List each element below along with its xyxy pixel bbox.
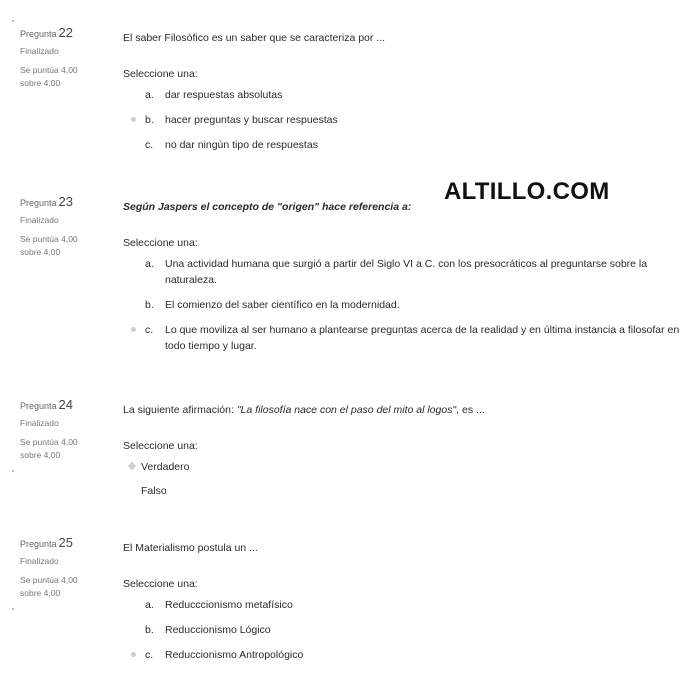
- question-prompt: Seleccione una:: [123, 578, 198, 590]
- question-info: [20, 26, 115, 90]
- answer-letter: b.: [145, 299, 154, 311]
- question-label: Pregunta: [20, 539, 57, 549]
- question-number: 25: [58, 535, 73, 550]
- question-prompt: Seleccione una:: [123, 440, 198, 452]
- question-grade: [20, 233, 115, 259]
- question-text-suffix: , es ...: [456, 404, 485, 416]
- question-state: Finalizado: [20, 418, 59, 428]
- question-content: [123, 541, 683, 663]
- answer-text: El comienzo del saber científico en la modernidad.: [165, 299, 400, 311]
- question-grade: [20, 64, 115, 90]
- grade-line: sobre 4,00: [20, 247, 61, 257]
- question-state: Finalizado: [20, 556, 59, 566]
- answer-letter: a.: [145, 258, 154, 270]
- answer-list: [123, 597, 683, 663]
- question-content: [123, 31, 683, 153]
- question-label: Pregunta: [20, 198, 57, 208]
- answer-letter: c.: [145, 324, 154, 336]
- answer-text: hacer preguntas y buscar respuestas: [165, 114, 338, 126]
- answer-text: Una actividad humana que surgió a partir del Siglo VI a C. con los presocráticos al preguntarse sobre la naturaleza.: [165, 258, 648, 286]
- answer-option[interactable]: [123, 112, 683, 128]
- grade-line: Se puntúa 4,00: [20, 234, 78, 244]
- question-text-quote: "La filosofía nace con el paso del mito al logos": [236, 404, 457, 416]
- answer-option[interactable]: [123, 647, 683, 663]
- answer-option[interactable]: [123, 622, 683, 638]
- selected-radio-icon[interactable]: [128, 462, 136, 470]
- question-text-prefix: La siguiente afirmación:: [123, 404, 237, 416]
- answer-option[interactable]: [123, 322, 683, 354]
- answer-text: Lo que moviliza al ser humano a plantearse preguntas acerca de la realidad y en última instancia a filosofar en todo tiempo y lugar.: [165, 324, 680, 352]
- question-content: [123, 403, 683, 499]
- answer-letter: c.: [145, 139, 154, 151]
- question-info: [20, 398, 115, 462]
- edge-dot: [12, 608, 14, 610]
- question-text: El saber Filosòfico es un saber que se caracteriza por ...: [123, 32, 386, 44]
- question-text: Según Jaspers el concepto de "origen" hace referencia a:: [123, 201, 412, 213]
- answer-option[interactable]: [123, 256, 683, 288]
- answer-letter: a.: [145, 89, 154, 101]
- answer-list: [123, 459, 683, 499]
- answer-text: no dar ningùn tipo de respuestas: [165, 139, 318, 151]
- answer-option[interactable]: [123, 459, 683, 475]
- answer-option[interactable]: [123, 137, 683, 153]
- answer-text: dar respuestas absolutas: [165, 89, 283, 101]
- question-prompt: Seleccione una:: [123, 68, 198, 80]
- grade-line: sobre 4,00: [20, 78, 61, 88]
- selected-radio-icon[interactable]: [131, 652, 136, 657]
- question-state: Finalizado: [20, 215, 59, 225]
- answer-option[interactable]: [123, 483, 683, 499]
- question-grade: [20, 574, 115, 600]
- grade-line: sobre 4,00: [20, 450, 61, 460]
- answer-list: [123, 256, 683, 354]
- question-grade: [20, 436, 115, 462]
- question-state: Finalizado: [20, 46, 59, 56]
- answer-list: [123, 87, 683, 153]
- answer-option[interactable]: [123, 597, 683, 613]
- answer-text: Reduccionismo Lógico: [165, 624, 271, 636]
- question-content: [123, 200, 683, 354]
- selected-radio-icon[interactable]: [131, 117, 136, 122]
- edge-dot: [12, 470, 14, 472]
- grade-line: Se puntúa 4,00: [20, 575, 78, 585]
- grade-line: sobre 4,00: [20, 588, 61, 598]
- answer-option[interactable]: [123, 297, 683, 313]
- question-number: 22: [58, 25, 73, 40]
- answer-text: Falso: [141, 485, 167, 497]
- answer-letter: c.: [145, 649, 154, 661]
- question-number: 24: [58, 397, 73, 412]
- answer-option[interactable]: [123, 87, 683, 103]
- grade-line: Se puntúa 4,00: [20, 437, 78, 447]
- question-label: Pregunta: [20, 29, 57, 39]
- answer-letter: b.: [145, 114, 154, 126]
- edge-dot: [12, 20, 14, 22]
- watermark-logo: ALTILLO.COM: [444, 178, 610, 205]
- question-prompt: Seleccione una:: [123, 237, 198, 249]
- question-info: [20, 195, 115, 259]
- question-text: [123, 403, 683, 417]
- answer-letter: b.: [145, 624, 154, 636]
- answer-text: Reducccionismo metafísico: [165, 599, 293, 611]
- answer-text: Verdadero: [141, 461, 190, 473]
- answer-text: Reduccionismo Antropológico: [165, 649, 304, 661]
- grade-line: Se puntúa 4,00: [20, 65, 78, 75]
- selected-radio-icon[interactable]: [131, 327, 136, 332]
- question-text: El Materialismo postula un ...: [123, 542, 258, 554]
- question-info: [20, 536, 115, 600]
- question-number: 23: [58, 194, 73, 209]
- question-label: Pregunta: [20, 401, 57, 411]
- answer-letter: a.: [145, 599, 154, 611]
